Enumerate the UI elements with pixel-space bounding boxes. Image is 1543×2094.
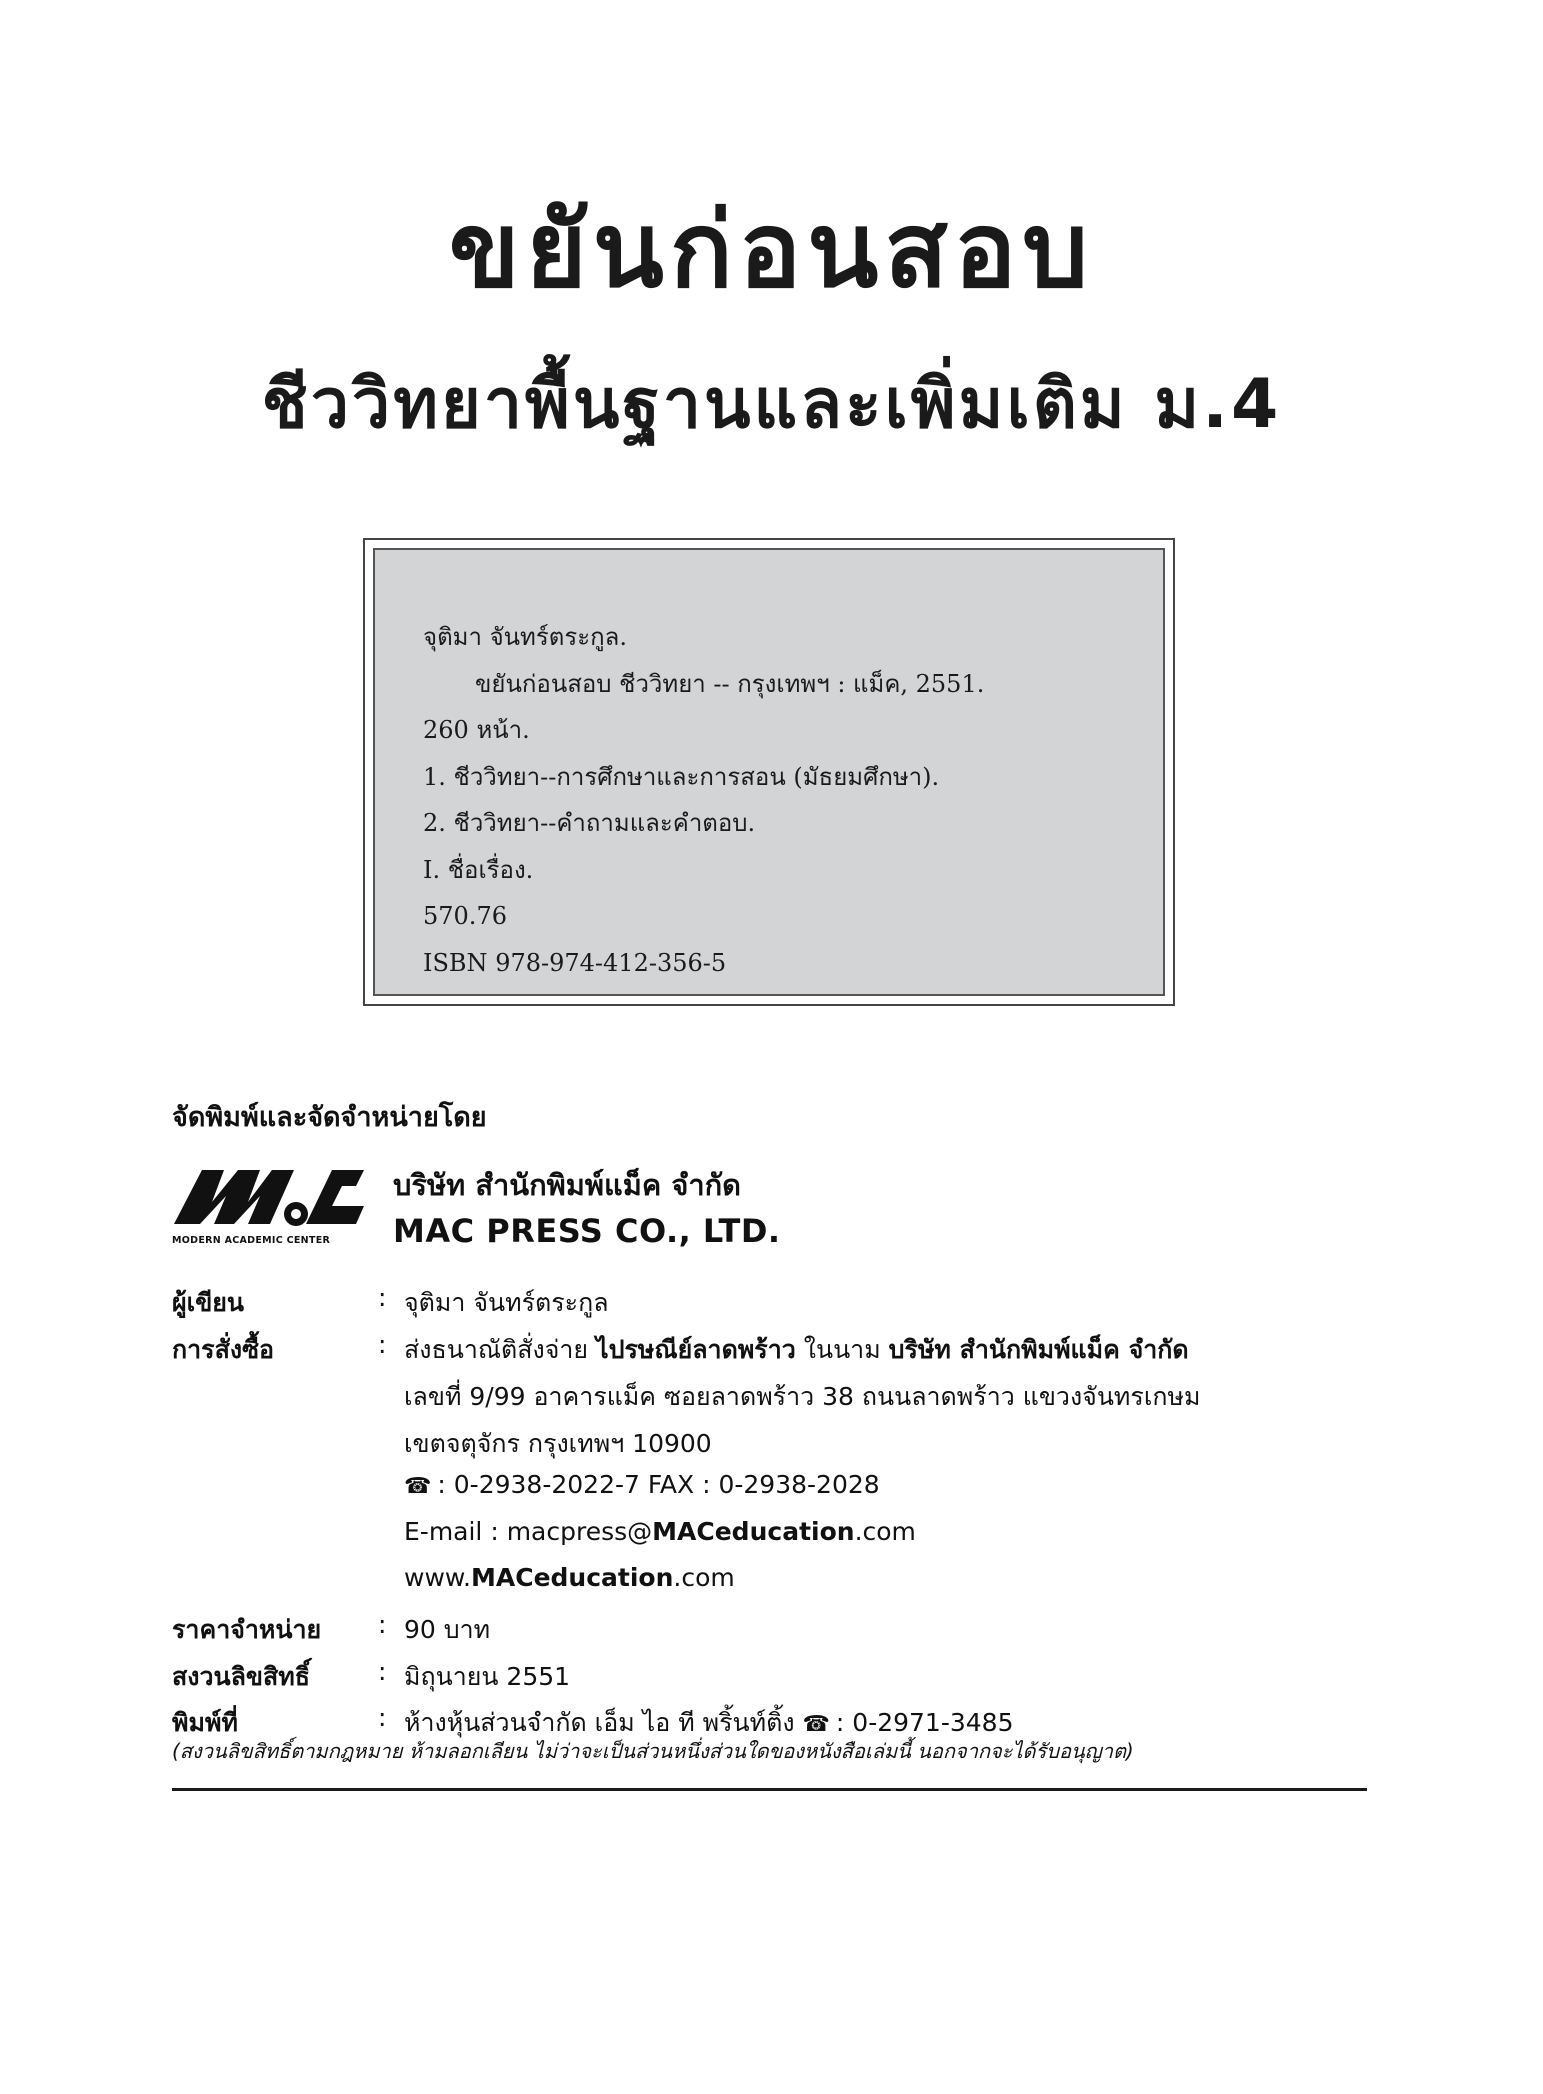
author-value: จุติมา จันทร์ตระกูล bbox=[404, 1288, 609, 1317]
book-title: ขยันก่อนสอบ bbox=[448, 189, 1095, 311]
cip-pages: 260 หน้า. bbox=[423, 716, 530, 744]
website-line[interactable] bbox=[404, 1563, 735, 1592]
copyright-value: มิถุนายน 2551 bbox=[404, 1662, 571, 1691]
cip-isbn: ISBN 978-974-412-356-5 bbox=[423, 948, 727, 977]
publisher-heading: จัดพิมพ์และจัดจำหน่ายโดย bbox=[172, 1102, 487, 1133]
price-label: ราคาจำหน่าย bbox=[172, 1615, 322, 1644]
cip-classification: 570.76 bbox=[423, 902, 507, 930]
web-brand: MACeducation bbox=[471, 1563, 674, 1592]
address-line-2: เขตจตุจักร กรุงเทพฯ 10900 bbox=[404, 1429, 712, 1458]
order-company: บริษัท สำนักพิมพ์แม็ค จำกัด bbox=[888, 1335, 1189, 1364]
email-prefix: E-mail : macpress@ bbox=[404, 1517, 653, 1546]
order-prefix: ส่งธนาณัติสั่งจ่าย bbox=[404, 1335, 589, 1364]
web-prefix: www. bbox=[404, 1563, 471, 1592]
bottom-divider bbox=[172, 1788, 1367, 1791]
cip-subject-1: 1. ชีววิทยา--การศึกษาและการสอน (มัธยมศึกษา). bbox=[423, 762, 940, 791]
address-line-1: เลขที่ 9/99 อาคารแม็ค ซอยลาดพร้าว 38 ถนนลาดพร้าว แขวงจันทรเกษม bbox=[404, 1382, 1201, 1411]
colon: : bbox=[378, 1703, 387, 1732]
price-value: 90 บาท bbox=[404, 1615, 491, 1644]
colon: : bbox=[378, 1330, 387, 1359]
printer-phone: : 0-2971-3485 bbox=[835, 1708, 1014, 1737]
printer-name: ห้างหุ้นส่วนจำกัด เอ็ม ไอ ที พริ้นท์ติ้ง bbox=[404, 1708, 795, 1737]
web-suffix: .com bbox=[673, 1563, 735, 1592]
order-value bbox=[404, 1330, 1189, 1370]
book-subtitle: ชีววิทยาพื้นฐานและเพิ่มเติม ม.4 bbox=[261, 365, 1282, 444]
logo-tagline: MODERN ACADEMIC CENTER bbox=[172, 1235, 331, 1246]
order-in-name: ในนาม bbox=[803, 1335, 881, 1364]
email-suffix: .com bbox=[854, 1517, 916, 1546]
cip-subject-2: 2. ชีววิทยา--คำถามและคำตอบ. bbox=[423, 809, 756, 837]
colon: : bbox=[378, 1610, 387, 1639]
phone-line bbox=[404, 1470, 880, 1499]
cataloging-content bbox=[373, 548, 1165, 996]
mac-logo bbox=[172, 1162, 367, 1246]
telephone-icon: ☎ bbox=[802, 1712, 830, 1737]
copyright-label: สงวนลิขสิทธิ์ bbox=[172, 1662, 311, 1691]
company-name-thai: บริษัท สำนักพิมพ์แม็ค จำกัด bbox=[393, 1168, 741, 1202]
cip-imprint: ขยันก่อนสอบ ชีววิทยา -- กรุงเทพฯ : แม็ค, 2551. bbox=[475, 669, 985, 698]
cip-author: จุติมา จันทร์ตระกูล. bbox=[423, 623, 627, 651]
printer-label: พิมพ์ที่ bbox=[172, 1708, 238, 1737]
cip-title-entry: I. ชื่อเรื่อง. bbox=[423, 855, 534, 884]
mac-logo-icon bbox=[172, 1162, 367, 1232]
company-name-english: MAC PRESS CO., LTD. bbox=[393, 1212, 781, 1250]
email-brand: MACeducation bbox=[652, 1517, 855, 1546]
phone-numbers: : 0-2938-2022-7 FAX : 0-2938-2028 bbox=[437, 1470, 880, 1499]
telephone-icon: ☎ bbox=[404, 1474, 432, 1499]
order-post-office: ไปรษณีย์ลาดพร้าว bbox=[596, 1335, 796, 1364]
copyright-notice: (สงวนลิขสิทธิ์ตามกฎหมาย ห้ามลอกเลียน ไม่ว่าจะเป็นส่วนหนึ่งส่วนใดของหนังสือเล่มนี้ นอกจากจะได้รับอนุญาต) bbox=[172, 1739, 1134, 1763]
colon: : bbox=[378, 1283, 387, 1312]
email-line[interactable] bbox=[404, 1517, 916, 1546]
order-label: การสั่งซื้อ bbox=[172, 1335, 275, 1364]
colon: : bbox=[378, 1657, 387, 1686]
author-label: ผู้เขียน bbox=[172, 1288, 245, 1317]
cataloging-box bbox=[363, 538, 1175, 1006]
